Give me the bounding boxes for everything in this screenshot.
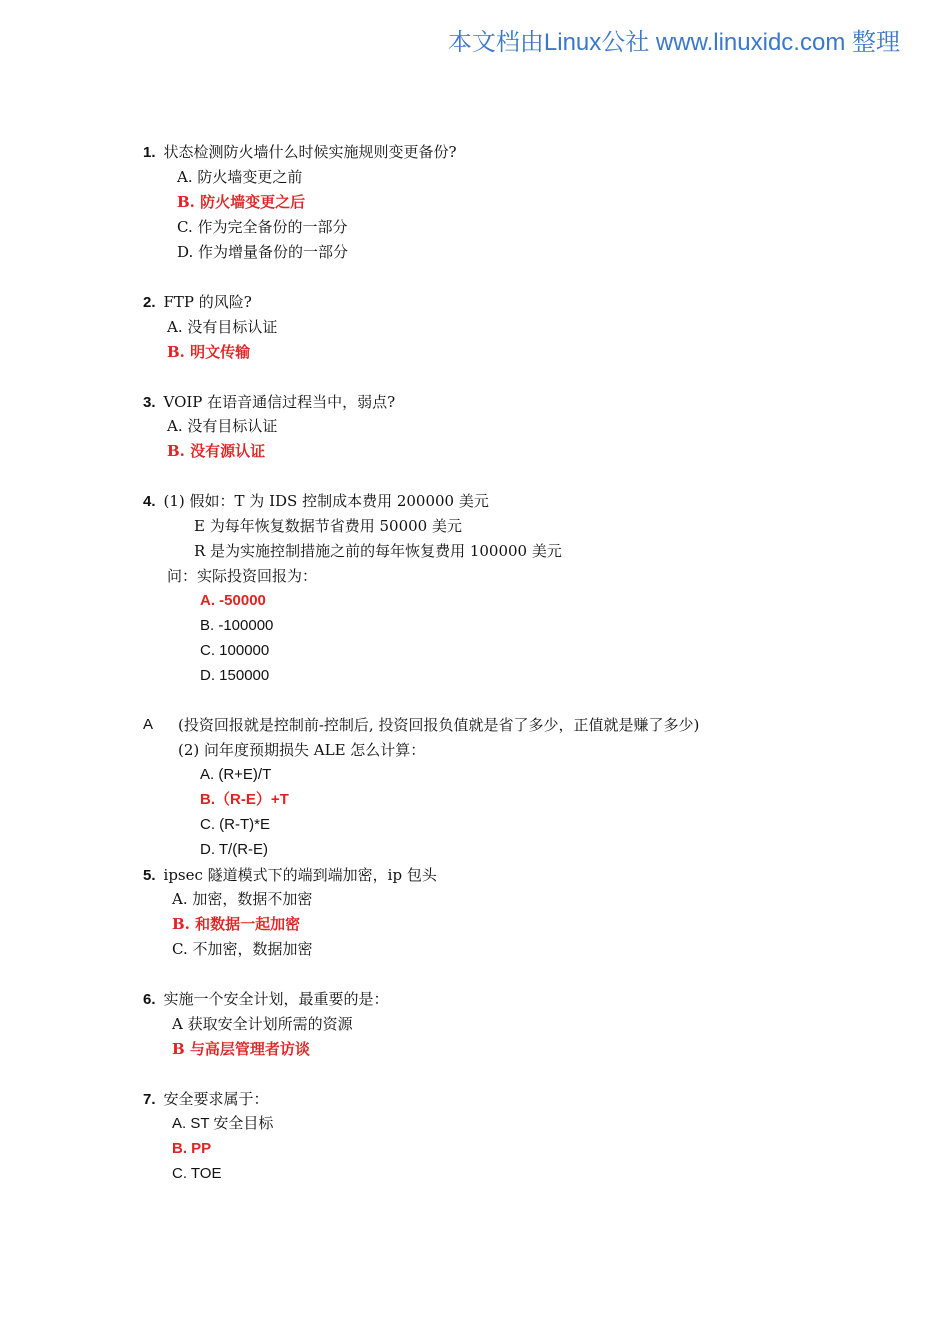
q4-sub2-option-b-answer: B.（R-E）+T — [200, 791, 289, 808]
question-text: ipsec 隧道模式下的端到端加密，ip 包头 — [163, 866, 437, 884]
q4-note: (投资回报就是控制前-控制后, 投资回报负值就是省了多少，正值就是赚了多少) — [178, 716, 700, 734]
q7-option-c: C. TOE — [172, 1165, 222, 1182]
q4-option-d: D. 150000 — [200, 667, 270, 684]
question-2 — [143, 292, 252, 313]
question-number: 2. — [143, 294, 156, 311]
q2-option-b-answer: B. 明文传输 — [167, 343, 251, 361]
question-6 — [143, 989, 389, 1010]
question-text: 状态检测防火墙什么时候实施规则变更备份? — [163, 143, 457, 161]
q1-option-d: D. 作为增量备份的一部分 — [177, 243, 349, 261]
watermark-header: 本文档由Linux公社 www.linuxidc.com 整理 — [447, 29, 900, 56]
question-text: (1) 假如：T 为 IDS 控制成本费用 200000 美元 — [163, 492, 489, 510]
q4-sub2-option-c: C. (R-T)*E — [200, 816, 270, 833]
question-1 — [143, 142, 457, 163]
q4-condition-r: R 是为实施控制措施之前的每年恢复费用 100000 美元 — [194, 542, 562, 560]
question-number: 4. — [143, 493, 156, 510]
q5-option-b-answer: B. 和数据一起加密 — [172, 915, 301, 933]
question-text: FTP 的风险? — [163, 293, 252, 311]
question-7 — [143, 1089, 269, 1110]
q5-option-a: A. 加密，数据不加密 — [172, 890, 313, 908]
q4-option-a-answer: A. -50000 — [200, 592, 266, 609]
question-3 — [143, 392, 395, 413]
q4-ask: 问：实际投资回报为： — [167, 567, 318, 585]
q7-option-b-answer: B. PP — [172, 1140, 212, 1157]
q2-option-a: A. 没有目标认证 — [167, 318, 278, 336]
q4-sub2-option-a: A. (R+E)/T — [200, 766, 272, 783]
q4-option-c: C. 100000 — [200, 642, 270, 659]
question-text: 实施一个安全计划，最重要的是： — [163, 990, 389, 1008]
q4-note-label: A — [143, 716, 154, 733]
q4-sub-question-2: (2) 问年度预期损失 ALE 怎么计算： — [178, 741, 426, 759]
question-number: 3. — [143, 394, 156, 411]
question-number: 7. — [143, 1091, 156, 1108]
q4-condition-e: E 为每年恢复数据节省费用 50000 美元 — [194, 517, 462, 535]
q1-option-b-answer: B. 防火墙变更之后 — [177, 193, 306, 211]
question-text: 安全要求属于： — [163, 1090, 269, 1108]
q7-option-a: A. ST 安全目标 — [172, 1115, 274, 1132]
q1-option-a: A. 防火墙变更之前 — [177, 168, 303, 186]
q3-option-a: A. 没有目标认证 — [167, 417, 278, 435]
q6-option-b-answer: B 与高层管理者访谈 — [172, 1040, 310, 1058]
question-4 — [143, 491, 489, 512]
q3-option-b-answer: B. 没有源认证 — [167, 442, 266, 460]
q1-option-c: C. 作为完全备份的一部分 — [177, 218, 348, 236]
q5-option-c: C. 不加密，数据加密 — [172, 940, 313, 958]
question-number: 1. — [143, 144, 156, 161]
question-number: 5. — [143, 867, 156, 884]
question-5 — [143, 865, 437, 886]
q4-option-b: B. -100000 — [200, 617, 274, 634]
question-number: 6. — [143, 991, 156, 1008]
question-text: VOIP 在语音通信过程当中，弱点? — [163, 393, 396, 411]
q6-option-a: A 获取安全计划所需的资源 — [172, 1015, 353, 1033]
q4-sub2-option-d: D. T/(R-E) — [200, 841, 269, 858]
